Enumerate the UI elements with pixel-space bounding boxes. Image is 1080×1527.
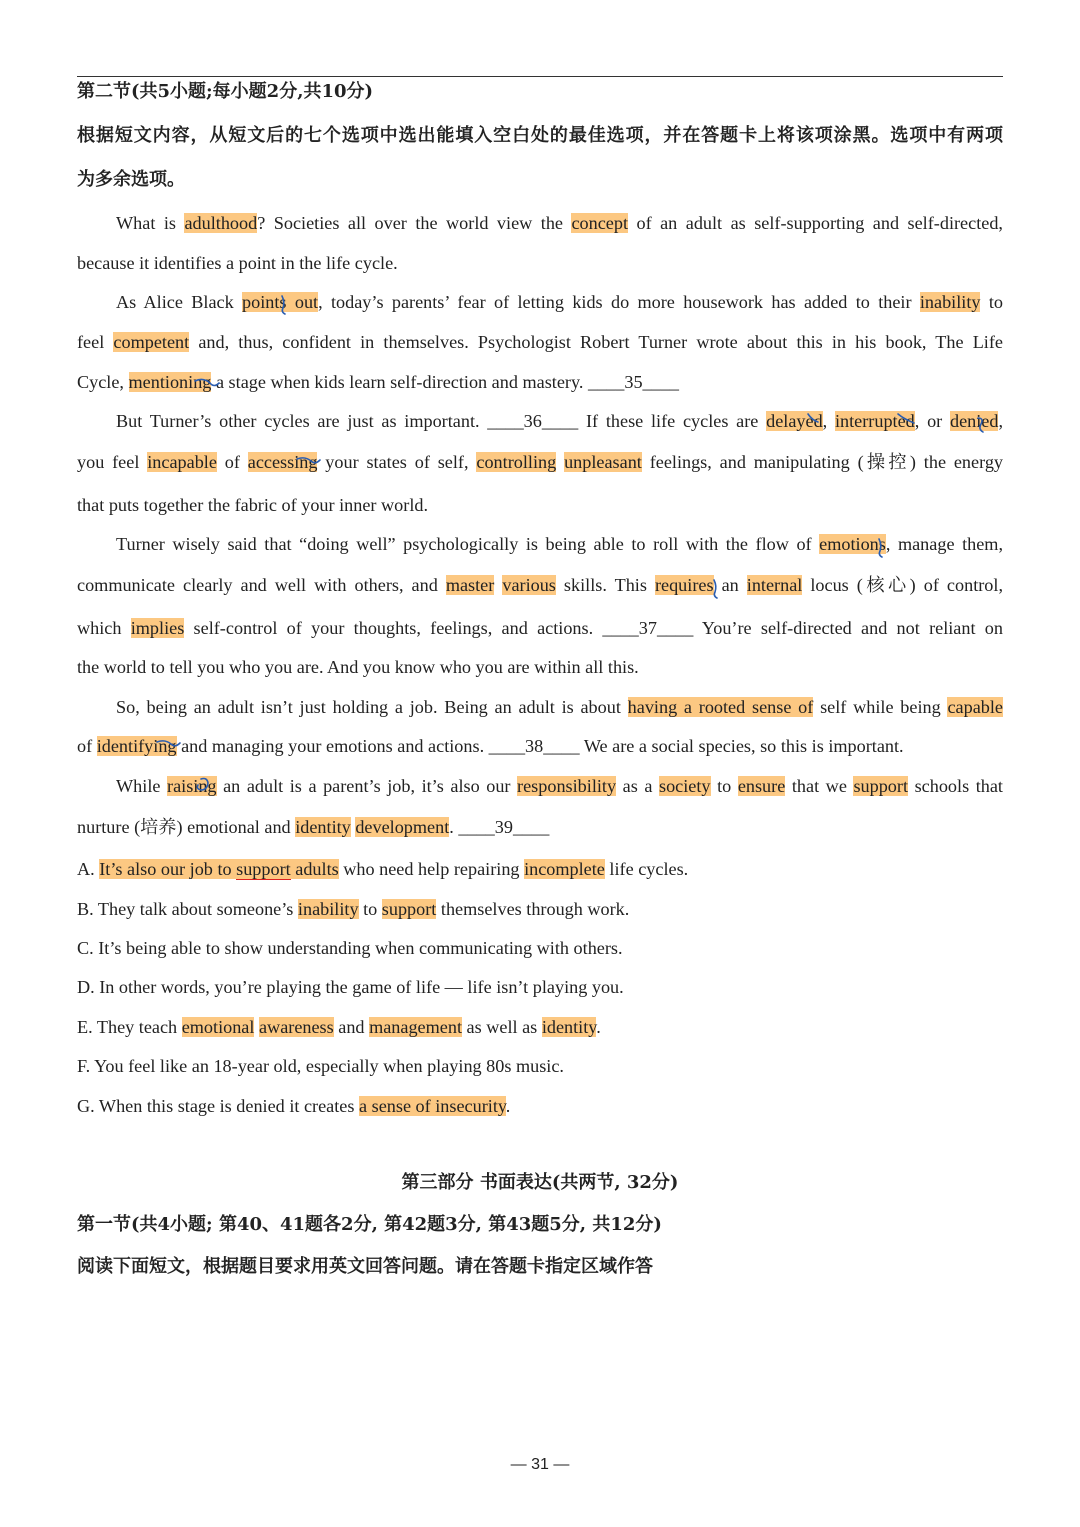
highlight-b-support: support — [381, 899, 437, 919]
passage-p3-line1: But Turner’s other cycles are just as important. ____36____ If these life cycles are delayed, interrupted, or denied, — [116, 411, 1003, 431]
highlight-emotional: emotional — [181, 1017, 255, 1037]
passage-p5-line1: So, being an adult isn’t just holding a job. Being an adult is about having a rooted sense of self while being capable — [116, 697, 1003, 717]
page-number: — 31 — — [510, 1456, 570, 1473]
highlight-accessing: accessing — [247, 452, 318, 472]
highlight-sense-of-insecurity: a sense of insecurity — [359, 1096, 506, 1116]
passage-p4-line2: communicate clearly and well with others, and master various skills. This requires an internal locus (核心) of control, — [77, 575, 1003, 595]
passage-p3-line3: that puts together the fabric of your inner world. — [77, 495, 429, 515]
passage-p2-line2: feel competent and, thus, confident in themselves. Psychologist Robert Turner wrote about this in his book, The Life — [77, 332, 1003, 352]
highlight-incomplete: incomplete — [524, 859, 605, 879]
option-a: A. It’s also our job to support adults who need help repairing incomplete life cycles. — [77, 859, 689, 879]
highlight-b-inability: inability — [297, 899, 359, 919]
highlight-identity: identity — [295, 817, 351, 837]
highlight-management: management — [369, 1017, 462, 1037]
highlight-delayed: delayed — [766, 411, 823, 431]
highlight-ensure: ensure — [737, 776, 786, 796]
highlight-responsibility: responsibility — [517, 776, 617, 796]
highlight-society: society — [659, 776, 711, 796]
highlight-rooted-sense: having a rooted sense of — [627, 697, 814, 717]
highlight-identifying: identifying — [96, 736, 177, 756]
highlight-controlling: controlling — [476, 452, 557, 472]
option-g: G. When this stage is denied it creates a sense of insecurity. — [77, 1096, 511, 1116]
highlight-support: support — [853, 776, 909, 796]
highlight-inability: inability — [919, 292, 981, 312]
section2-instruction-line2: 为多余选项。 — [77, 169, 185, 190]
highlight-master: master — [445, 575, 495, 595]
highlight-various: various — [502, 575, 556, 595]
highlight-adulthood: adulthood — [184, 213, 258, 233]
section2-heading: 第二节(共5小题;每小题2分,共10分) — [77, 81, 374, 102]
highlight-raising: raising — [167, 776, 217, 796]
passage-p2-line1: As Alice Black points out, today’s parents’ fear of letting kids do more housework has added to their inability to — [116, 292, 1003, 312]
option-f: F. You feel like an 18-year old, especially when playing 80s music. — [77, 1056, 564, 1076]
passage-p4-line3: which implies self-control of your thoughts, feelings, and actions. ____37____ You’re self-directed and not reliant on — [77, 618, 1003, 638]
passage-p1-line1: What is adulthood? Societies all over the world view the concept of an adult as self-supporting and self-directed, — [116, 213, 1003, 233]
highlight-emotions: emotions — [819, 534, 886, 554]
option-c: C. It’s being able to show understanding when communicating with others. — [77, 938, 623, 958]
passage-p4-line1: Turner wisely said that “doing well” psychologically is being able to roll with the flow of emotions, manage them, — [116, 534, 1003, 554]
part3-title: 第三部分 书面表达(共两节, 32分) — [401, 1172, 679, 1193]
passage-p4-line4: the world to tell you who you are. And you know who you are within all this. — [77, 657, 639, 677]
highlight-mentioning: mentioning — [128, 372, 212, 392]
option-d: D. In other words, you’re playing the game of life — life isn’t playing you. — [77, 977, 624, 997]
red-underline-support: support — [236, 859, 291, 879]
top-rule — [77, 76, 1003, 77]
option-e: E. They teach emotional awareness and management as well as identity. — [77, 1017, 601, 1037]
option-b: B. They talk about someone’s inability to support themselves through work. — [77, 899, 630, 919]
highlight-development: development — [355, 817, 450, 837]
highlight-implies: implies — [130, 618, 185, 638]
passage-p6-line1: While raising an adult is a parent’s job, it’s also our responsibility as a society to ensure that we support schools that — [116, 776, 1003, 796]
highlight-unpleasant: unpleasant — [564, 452, 642, 472]
section2-instruction-line1: 根据短文内容，从短文后的七个选项中选出能填入空白处的最佳选项，并在答题卡上将该项涂黑。选项中有两项 — [77, 125, 1003, 146]
highlight-concept: concept — [571, 213, 629, 233]
passage-p5-line2: of identifying and managing your emotions and actions. ____38____ We are a social species, so this is important. — [77, 736, 904, 756]
highlight-requires: requires — [654, 575, 714, 595]
passage-p3-line2: you feel incapable of accessing your states of self, controlling unpleasant feelings, and manipulating (操控) the energy — [77, 452, 1004, 472]
highlight-denied: denied — [949, 411, 999, 431]
highlight-incapable: incapable — [147, 452, 217, 472]
highlight-e-identity: identity — [541, 1017, 597, 1037]
passage-p1-line2: because it identifies a point in the life cycle. — [77, 253, 398, 273]
part3-section1-heading: 第一节(共4小题; 第40、41题各2分, 第42题3分, 第43题5分, 共12分) — [77, 1214, 662, 1235]
highlight-internal: internal — [746, 575, 803, 595]
part3-instruction: 阅读下面短文，根据题目要求用英文回答问题。请在答题卡指定区域作答 — [77, 1256, 653, 1277]
highlight-points-out: points out — [242, 292, 319, 312]
highlight-awareness: awareness — [258, 1017, 334, 1037]
highlight-option-a-lead: It’s also our job to support adults — [99, 859, 339, 879]
passage-p2-line3: Cycle, mentioning a stage when kids learn self-direction and mastery. ____35____ — [77, 372, 679, 392]
highlight-interrupted: interrupted — [834, 411, 915, 431]
highlight-capable: capable — [947, 697, 1003, 717]
passage-p6-line2: nurture (培养) emotional and identity development. ____39____ — [77, 817, 550, 837]
highlight-competent: competent — [113, 332, 190, 352]
